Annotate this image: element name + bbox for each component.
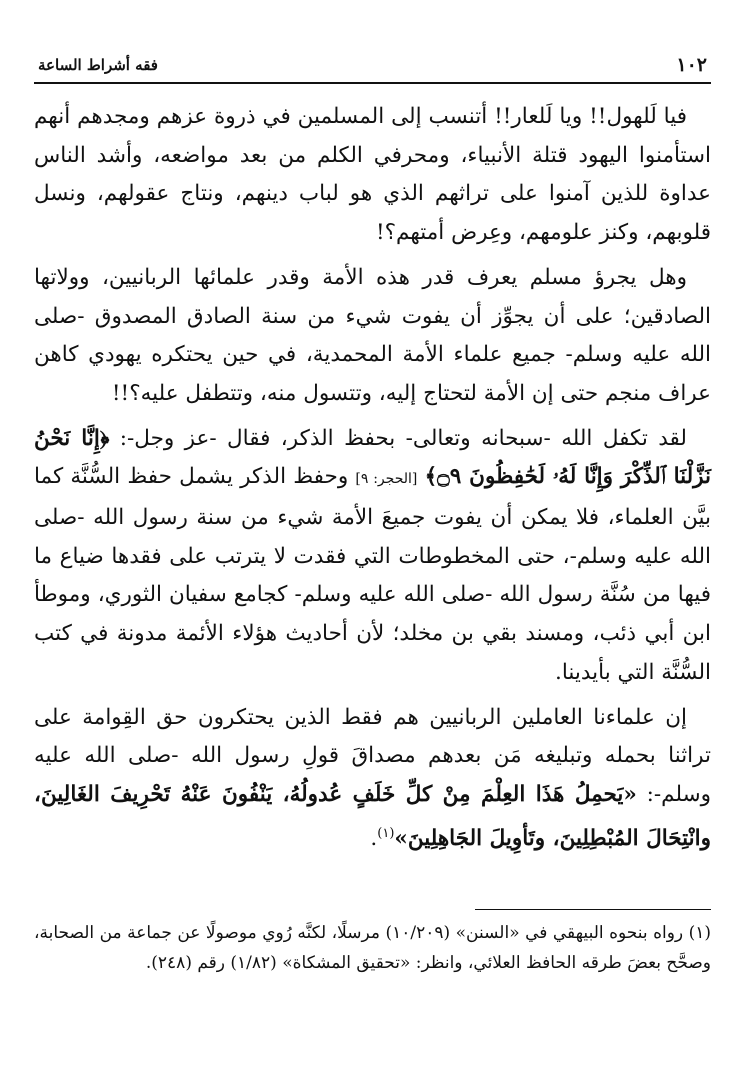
footnote-separator [475, 909, 711, 910]
quran-verse: ﴿إِنَّا نَحْنُ نَزَّلْنَا ٱلذِّكْرَ وَإِنَّا لَهُۥ لَحَٰفِظُونَ ۝٩﴾ [34, 425, 712, 490]
paragraph-text: وحفظ الذكر يشمل حفظ السُّنَّة كما بيَّن العلماء، فلا يمكن أن يفوت جميعَ الأمة شيء من سنة رسول الله -صلى الله عليه وسلم-، حتى المخطوطات التي فقدت لا يترتب على فقدها ضياع ما فيها من سُنَّة رسول الله -صلى الله عليه وسلم- كجامع سفيان الثوري، وموطأ ابن أبي ذئب، ومسند بقي بن مخلد؛ لأن أحاديث هؤلاء الأئمة مدونة في كتب السُّنَّة التي بأيدينا. [34, 464, 711, 685]
paragraph-intro: إن علماءنا العاملين الربانيين هم فقط الذين يحتكرون حق القِوامة على تراثنا بحمله وتبليغه مَن بعدهم مصداقَ قولِ رسول الله -صلى الله عليه وسلم-: [34, 704, 711, 807]
verse-reference: [الحجر: ٩] [355, 471, 418, 488]
paragraph [34, 420, 711, 693]
book-title: فقه أشراط الساعة [38, 56, 158, 74]
paragraph: فيا لَلهول!! ويا لَلعار!! أتنسب إلى المسلمين في ذروة عزهم ومجدهم أنهم استأمنوا اليهود قتلة الأنبياء، ومحرفي الكلم من بعد مواضعه، وأشد الناس عداوة للذين آمنوا على تراثهم الذي هو لباب دينهم، ونتاج عقولهم، ونسل قلوبهم، وكنز علومهم، وعِرض أمتهم؟! [34, 104, 711, 246]
main-text [34, 98, 711, 859]
footnotes [34, 918, 711, 978]
paragraph-intro: لقد تكفل الله -سبحانه وتعالى- بحفظ الذكر، فقال -عز وجل-: [119, 425, 687, 451]
footnote-marker: (١) [377, 825, 395, 841]
footnote: (١) رواه بنحوه البيهقي في «السنن» (١٠/٢٠٩) مرسلًا، لكنَّه رُوي موصولًا عن جماعة من الصحابة، وصحَّح بعضَ طرقه الحافظ العلائي، وانظر: «تحقيق المشكاة» (١/٨٢) رقم (٢٤٨). [34, 922, 712, 973]
running-header [34, 52, 711, 84]
hadith-quote: «يَحمِلُ هَذَا العِلْمَ مِنْ كلِّ خَلَفٍ عُدولُهُ، يَنْفُونَ عَنْهُ تَحْرِيفَ الغَالِينَ، وانْتِحَالَ المُبْطِلِينَ، وتَأوِيلَ الجَاهِلِينَ» [34, 781, 711, 851]
page-number: ١٠٢ [676, 54, 707, 76]
paragraph-end: . [370, 825, 378, 851]
paragraph [34, 699, 711, 859]
paragraph: وهل يجرؤ مسلم يعرف قدر هذه الأمة وقدر علمائها الربانيين، وولاتها الصادقين؛ على أن يجوِّز أن يفوت شيء من سنة الصادق المصدوق -صلى الله عليه وسلم- جميع علماء الأمة المحمدية، في حين يحتكره يهودي كاهن عراف منجم حتى إن الأمة لتحتاج إليه، وتتسول منه، وتتطفل عليه؟!! [34, 264, 711, 406]
